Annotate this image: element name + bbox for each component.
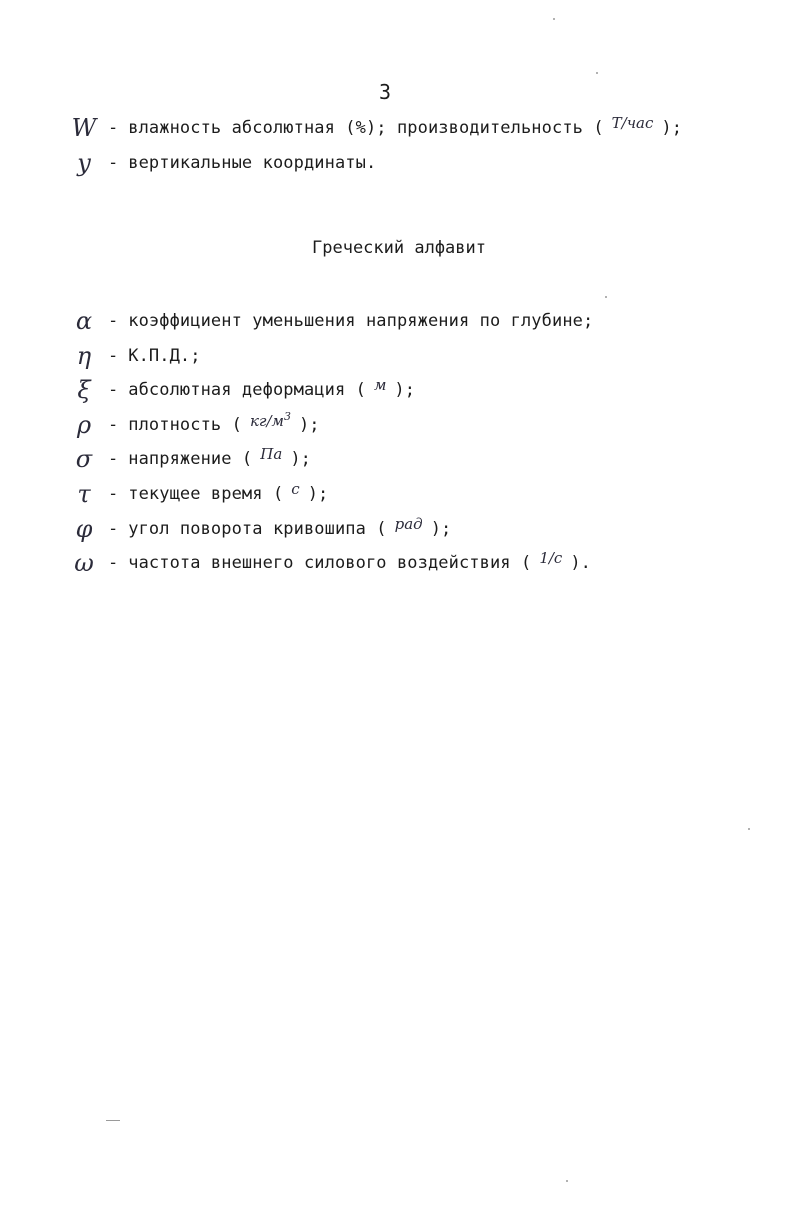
definition-text: частота внешнего силового воздействия (	[128, 553, 532, 573]
definition-text: вертикальные координаты.	[128, 153, 377, 173]
definition-tail: );	[394, 380, 416, 400]
definition-row-y	[60, 148, 760, 178]
dash: -	[108, 415, 119, 435]
definition-text: плотность (	[128, 415, 242, 435]
definition-tail: ).	[570, 553, 591, 573]
dash: -	[108, 118, 119, 138]
definition-row-w	[60, 113, 760, 143]
symbol-alpha: α	[75, 307, 93, 335]
definition-tail: );	[307, 484, 329, 504]
definition-text: абсолютная деформация (	[128, 380, 366, 400]
unit-handwritten: с	[291, 480, 300, 498]
page-number: 3	[378, 80, 392, 104]
definition-row-rho	[60, 410, 760, 440]
definition-tail: );	[661, 118, 683, 138]
symbol-rho: ρ	[76, 411, 92, 439]
unit-handwritten: 1/с	[539, 549, 563, 567]
dash: -	[108, 449, 119, 469]
definition-row-tau	[60, 479, 760, 509]
unit-handwritten: рад	[394, 515, 423, 533]
section-heading: Греческий алфавит	[312, 238, 486, 258]
unit-handwritten: T/час	[611, 114, 654, 132]
definition-text: угол поворота кривошипа (	[128, 519, 387, 539]
scan-speck	[106, 1120, 120, 1121]
scan-speck	[566, 1180, 568, 1182]
unit-handwritten: м	[373, 376, 387, 394]
symbol-xi: ξ	[77, 376, 91, 404]
unit-base: кг/м	[249, 412, 284, 430]
definition-tail: );	[290, 449, 311, 469]
dash: -	[108, 153, 119, 173]
definition-row-phi	[60, 514, 760, 544]
unit-handwritten	[242, 410, 299, 430]
dash: -	[108, 346, 119, 366]
definition-row-xi	[60, 375, 760, 405]
definition-tail: );	[298, 415, 320, 435]
definition-row-eta	[60, 341, 760, 371]
definition-text: коэффициент уменьшения напряжения по глубине;	[128, 311, 594, 331]
scan-speck	[596, 72, 598, 74]
scan-speck	[553, 18, 555, 20]
symbol-tau: τ	[77, 480, 91, 508]
symbol-w: W	[71, 114, 97, 142]
dash: -	[108, 380, 119, 400]
symbol-eta: η	[76, 342, 92, 370]
definition-text: К.П.Д.;	[128, 346, 201, 366]
dash: -	[108, 311, 119, 331]
unit-exponent: 3	[283, 410, 291, 423]
definition-row-sigma	[60, 444, 760, 474]
definition-tail: );	[430, 519, 452, 539]
dash: -	[108, 519, 119, 539]
symbol-y: y	[77, 149, 91, 177]
symbol-sigma: σ	[75, 445, 93, 473]
definition-row-alpha	[60, 306, 760, 336]
dash: -	[108, 553, 119, 573]
symbol-omega: ω	[74, 549, 94, 577]
unit-handwritten: Па	[260, 445, 283, 463]
definition-text: текущее время (	[128, 484, 284, 504]
scan-speck	[748, 828, 750, 830]
symbol-phi: φ	[75, 515, 93, 543]
dash: -	[108, 484, 119, 504]
scan-speck	[605, 296, 607, 298]
definition-text: влажность абсолютная (%); производительность (	[128, 118, 604, 138]
definition-text: напряжение (	[128, 449, 253, 469]
definition-row-omega	[60, 548, 760, 578]
